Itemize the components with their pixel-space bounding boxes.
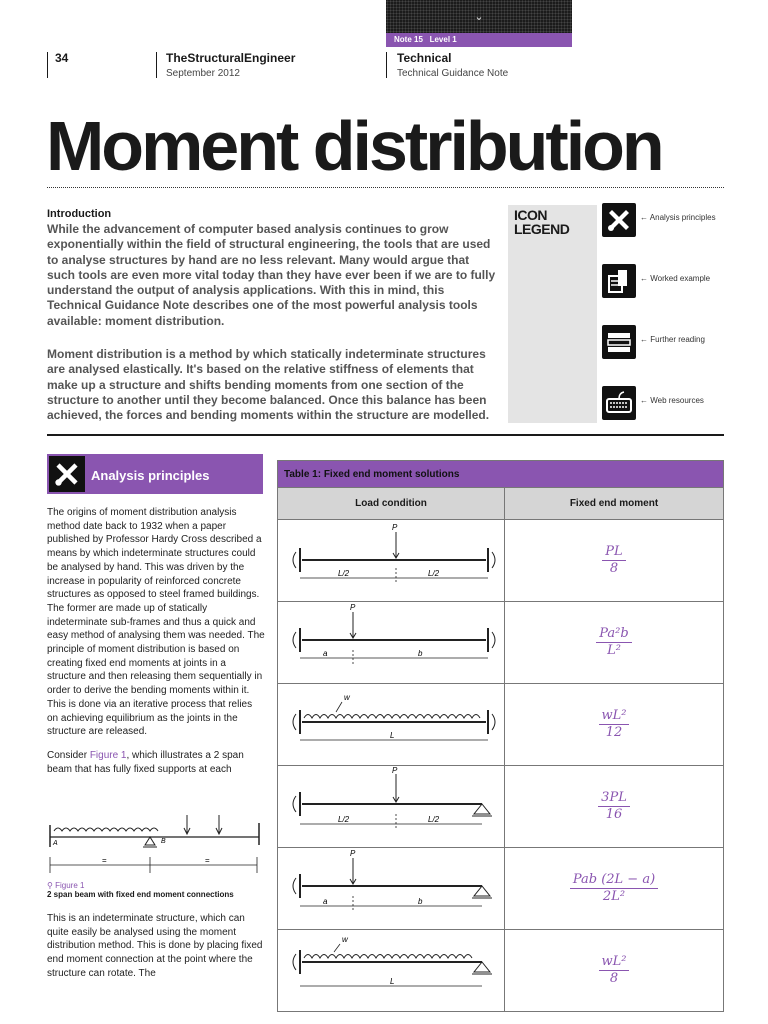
header-divider	[386, 52, 387, 78]
svg-text:L/2: L/2	[338, 569, 350, 578]
fig1-dim-1: =	[102, 856, 107, 865]
analysis-principles-heading: Analysis principles	[91, 468, 210, 483]
fig1-dim-2: =	[205, 856, 210, 865]
analysis-body	[47, 506, 265, 786]
svg-text:w: w	[342, 935, 348, 944]
figure-1-caption: 2 span beam with fixed end moment connections	[47, 890, 234, 899]
icon-legend-panel	[508, 205, 597, 423]
table-row	[278, 930, 724, 1012]
moment-formula: $\frac{3PL}{16}$	[505, 766, 724, 848]
legend-label-worked: ← Worked example	[640, 274, 711, 283]
top-tab	[386, 0, 572, 33]
table-row	[278, 520, 724, 602]
analysis-principles-icon	[49, 456, 85, 492]
further-reading-icon	[602, 325, 636, 359]
dotted-divider	[47, 187, 724, 188]
legend-label-web: ← Web resources	[640, 396, 704, 405]
svg-text:a: a	[323, 897, 328, 906]
intro-heading: Introduction	[47, 208, 112, 220]
magazine-name: TheStructuralEngineer	[166, 51, 296, 65]
svg-text:P: P	[350, 849, 356, 858]
figure-1-diagram	[47, 815, 265, 883]
fig1-label-a: A	[53, 840, 58, 847]
search-icon: ⚲	[47, 881, 53, 890]
svg-text:P: P	[392, 766, 398, 775]
moment-formula: $\frac{\text{wL²}}{8}$	[505, 930, 724, 1012]
section-subtitle: Technical Guidance Note	[397, 68, 509, 79]
moment-formula: $\frac{\text{Pa²b}}{\text{L²}}$	[505, 602, 724, 684]
col-header-load: Load condition	[278, 488, 505, 520]
svg-text:L: L	[390, 977, 395, 986]
analysis-paragraph-3: This is an indeterminate structure, which can quite easily be analysed using the moment distribution method. This is done by placing fixed end moment connection at the point where the structure can rotate. The	[47, 913, 263, 979]
legend-label-reading: ← Further reading	[640, 335, 705, 344]
level-label: Level 1	[429, 35, 457, 44]
header-divider	[47, 52, 48, 78]
fig1-label-b: B	[161, 838, 166, 845]
load-diagram	[278, 684, 505, 766]
intro-paragraph-2: Moment distribution is a method by which statically indeterminate structures are analysed elastically. It's based on the relative stiffness of elements that make up a structure and shifts bending moments from one section of the structure to another until they become balanced. Once this balance has been achieved, the forces and bending moments within the structure are modelled.	[47, 347, 490, 423]
figure-1-link[interactable]: Figure 1	[89, 749, 127, 761]
table-row	[278, 684, 724, 766]
chevron-down-icon: ⌄	[474, 11, 484, 23]
legend-title-line-1: ICON	[514, 207, 547, 223]
svg-text:L/2: L/2	[338, 815, 350, 824]
page-number: 34	[55, 51, 69, 65]
worked-example-icon	[602, 264, 636, 298]
note-level-band	[386, 33, 572, 47]
section-name: Technical	[397, 51, 452, 65]
legend-title-line-2: LEGEND	[514, 221, 570, 237]
load-diagram	[278, 930, 505, 1012]
svg-text:P: P	[350, 603, 356, 612]
load-diagram	[278, 766, 505, 848]
load-diagram	[278, 520, 505, 602]
note-number: Note 15	[394, 35, 423, 44]
legend-label-analysis: ← Analysis principles	[640, 213, 716, 222]
analysis-paragraph-1: The origins of moment distribution analysis method date back to 1932 when a paper published by Professor Hardy Cross described a means by which indeterminate structures could be analysed by hand. This was driven by the increase in popularity of reinforced concrete structures as opposed to steel framed buildings. The former are made up of statically indeterminate sub-frames and thus a quick and easy method of analysing them was needed. The principle of moment distribution is based on creating fixed end moments at joints in a structure and then releasing them sequentially in order to derive the bending moments within it. This is done via an iterative process that relies on achieving equilibrium as the joints in the structure are released.	[47, 507, 265, 738]
svg-text:L/2: L/2	[428, 569, 440, 578]
moment-formula: $\frac{PL}{8}$	[505, 520, 724, 602]
svg-text:L: L	[390, 731, 395, 740]
col-header-moment: Fixed end moment	[505, 488, 724, 520]
svg-text:P: P	[392, 523, 398, 532]
svg-text:b: b	[418, 897, 423, 906]
icon-legend-title	[514, 208, 569, 236]
table-row	[278, 602, 724, 684]
svg-text:w: w	[344, 693, 350, 702]
header-divider	[156, 52, 157, 78]
table-caption: Table 1: Fixed end moment solutions	[278, 461, 724, 488]
issue-date: September 2012	[166, 68, 240, 79]
table-row	[278, 766, 724, 848]
analysis-paragraph-2: Consider Figure 1, which illustrates a 2 span beam that has fully fixed supports at each	[47, 749, 244, 775]
load-diagram	[278, 602, 505, 684]
svg-text:b: b	[418, 649, 423, 658]
web-resources-icon	[602, 386, 636, 420]
moment-formula: $\frac{\text{wL²}}{12}$	[505, 684, 724, 766]
svg-text:a: a	[323, 649, 328, 658]
intro-paragraph-1: While the advancement of computer based analysis continues to grow exponentially within the field of structural engineering, the tools that are used to analyse structures by hand are no less relevant. Many would argue that such tools are even more vital today than they have ever been if we are to fully understand the output of analysis applications. With this in mind, this Technical Guidance Note describes one of the most powerful analysis tools available: moment distribution.	[47, 222, 496, 328]
figure-1-label: Figure 1	[55, 881, 85, 890]
analysis-principles-icon	[602, 203, 636, 237]
figure-1-caption-block	[47, 881, 234, 899]
moment-formula: $\frac{\text{Pab (2L − a)}}{\text{2L²}}$	[505, 848, 724, 930]
fixed-end-moment-table	[277, 460, 724, 1012]
svg-text:L/2: L/2	[428, 815, 440, 824]
page-title: Moment distribution	[46, 107, 662, 185]
load-diagram	[278, 848, 505, 930]
section-divider	[47, 434, 724, 436]
table-row	[278, 848, 724, 930]
